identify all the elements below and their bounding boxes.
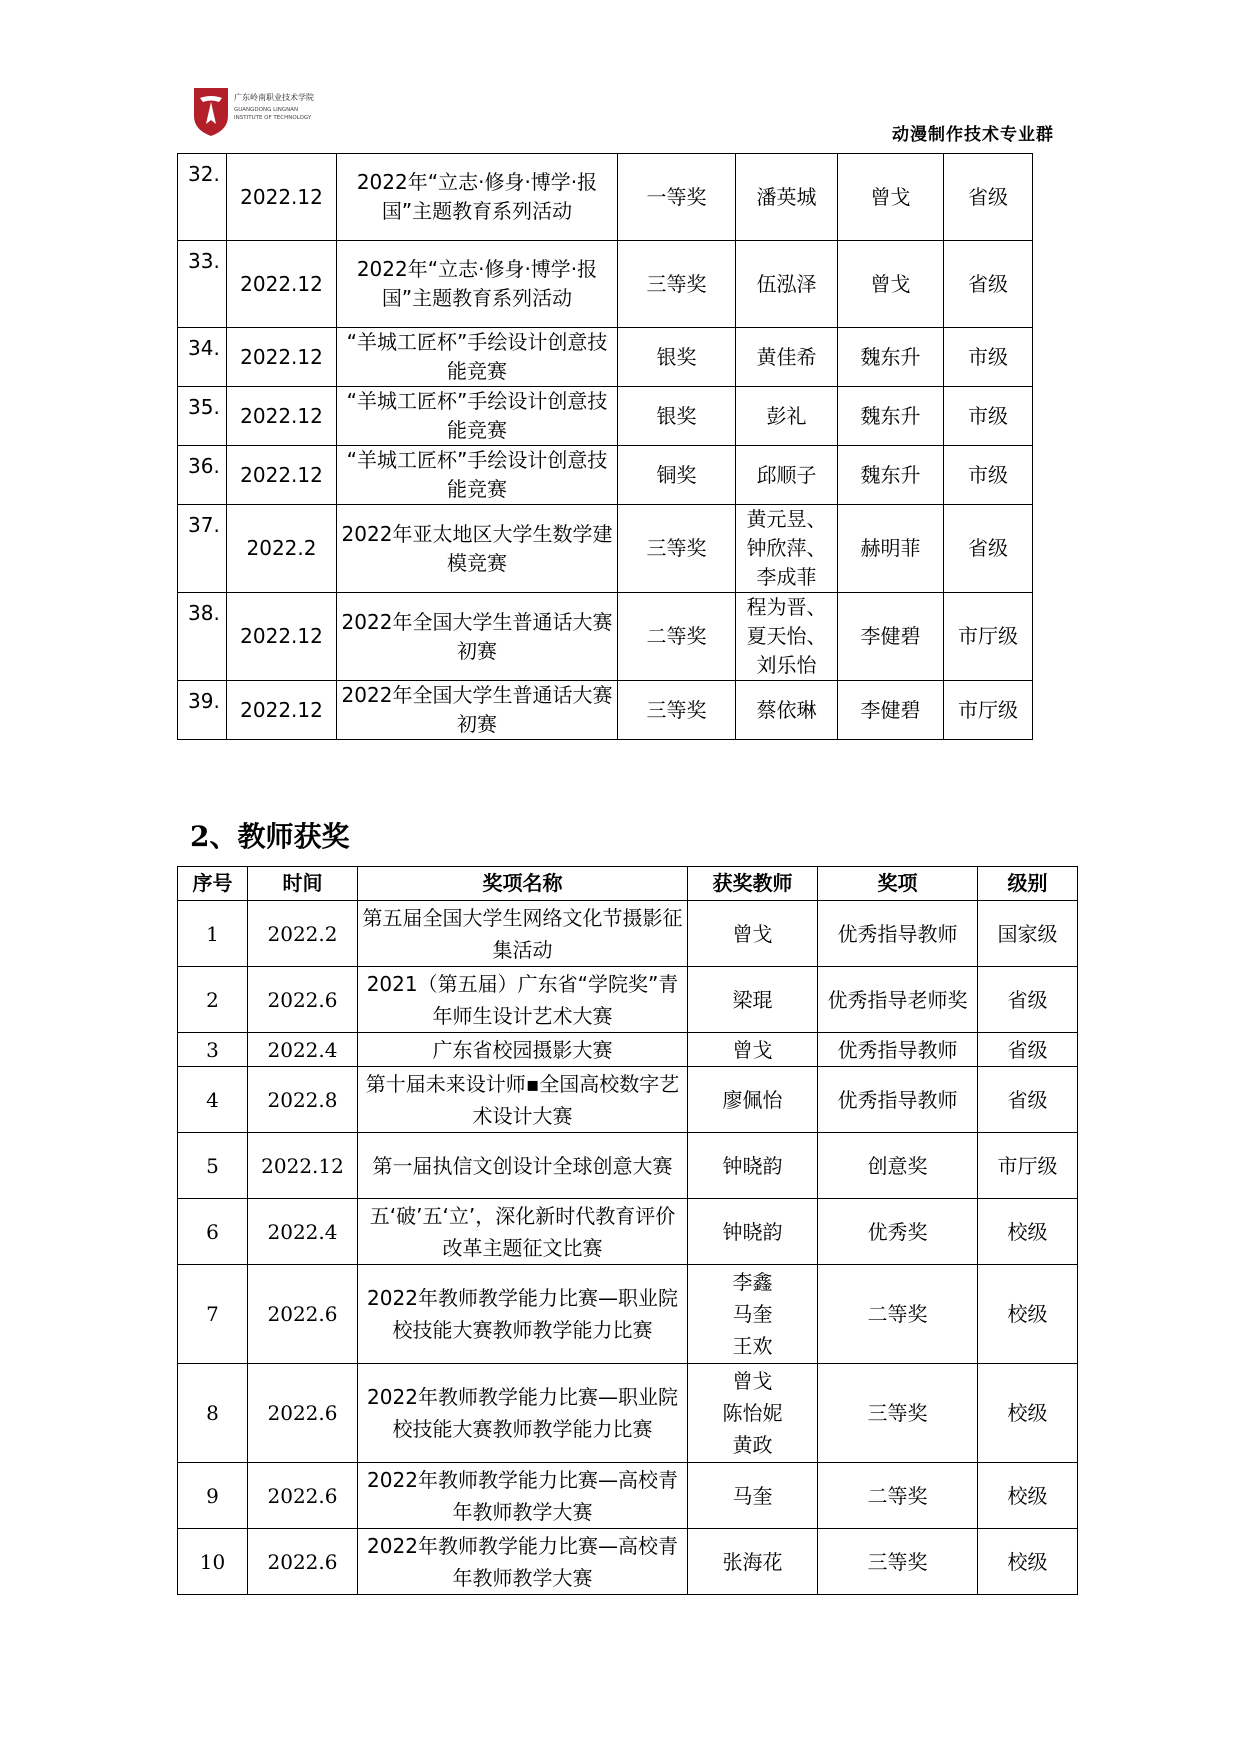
cell-date: 2022.12 (227, 681, 337, 740)
cell-level: 校级 (978, 1529, 1078, 1595)
cell-level: 校级 (978, 1463, 1078, 1529)
cell-award: 一等奖 (618, 154, 736, 241)
cell-date: 2022.6 (248, 1364, 358, 1463)
table-row (178, 1364, 1078, 1463)
cell-index: 9 (178, 1463, 248, 1529)
cell-student: 黄元昱、钟欣萍、李成菲 (736, 505, 838, 593)
cell-index: 39. (178, 681, 227, 740)
cell-teacher: 梁琨 (688, 967, 818, 1033)
cell-award: 二等奖 (818, 1463, 978, 1529)
cell-award-name: 五‘破’五‘立’，深化新时代教育评价改革主题征文比赛 (358, 1199, 688, 1265)
cell-award: 银奖 (618, 328, 736, 387)
cell-award-name: 2021（第五届）广东省“学院奖”青年师生设计艺术大赛 (358, 967, 688, 1033)
cell-date: 2022.12 (227, 328, 337, 387)
table-row (178, 387, 1033, 446)
cell-award-name: 2022年教师教学能力比赛—高校青年教师教学大赛 (358, 1529, 688, 1595)
cell-award: 优秀奖 (818, 1199, 978, 1265)
cell-advisor: 曾戈 (838, 241, 944, 328)
logo-name-en1: GUANGDONG LINGNAN (234, 107, 299, 113)
cell-date: 2022.12 (227, 241, 337, 328)
cell-index: 6 (178, 1199, 248, 1265)
teacher-name: 王欢 (732, 1334, 773, 1358)
table-row (178, 154, 1033, 241)
cell-award-name: 2022年教师教学能力比赛—职业院校技能大赛教师教学能力比赛 (358, 1265, 688, 1364)
cell-level: 校级 (978, 1199, 1078, 1265)
cell-award: 优秀指导教师 (818, 1067, 978, 1133)
logo-name-cn: 广东岭南职业技术学院 (234, 93, 314, 102)
table-row (178, 1265, 1078, 1364)
cell-award: 三等奖 (818, 1529, 978, 1595)
cell-student: 程为晋、夏天怡、刘乐怡 (736, 593, 838, 681)
cell-index: 5 (178, 1133, 248, 1199)
teacher-name: 马奎 (732, 1302, 773, 1326)
cell-date: 2022.4 (248, 1199, 358, 1265)
teacher-name: 李鑫 (732, 1270, 773, 1294)
cell-teacher: 马奎 (688, 1463, 818, 1529)
table-row (178, 505, 1033, 593)
cell-index: 4 (178, 1067, 248, 1133)
cell-advisor: 李健碧 (838, 593, 944, 681)
header-cell-teacher: 获奖教师 (688, 867, 818, 901)
cell-award-name: 第五届全国大学生网络文化节摄影征集活动 (358, 901, 688, 967)
header-cell-level: 级别 (978, 867, 1078, 901)
cell-date: 2022.6 (248, 1463, 358, 1529)
cell-award: 银奖 (618, 387, 736, 446)
cell-teacher: 廖佩怡 (688, 1067, 818, 1133)
cell-competition-name: “羊城工匠杯”手绘设计创意技能竞赛 (337, 446, 618, 505)
cell-award: 创意奖 (818, 1133, 978, 1199)
cell-level: 省级 (978, 1067, 1078, 1133)
professional-group-title: 动漫制作技术专业群 (892, 125, 1054, 145)
cell-date: 2022.12 (248, 1133, 358, 1199)
cell-student: 潘英城 (736, 154, 838, 241)
table-row (178, 1199, 1078, 1265)
table-row (178, 1067, 1078, 1133)
cell-level: 市厅级 (944, 593, 1033, 681)
cell-advisor: 李健碧 (838, 681, 944, 740)
cell-award-name: 广东省校园摄影大赛 (358, 1033, 688, 1067)
cell-date: 2022.12 (227, 593, 337, 681)
cell-competition-name: 2022年“立志·修身·博学·报国”主题教育系列活动 (337, 154, 618, 241)
cell-teacher: 钟晓韵 (688, 1199, 818, 1265)
table-row (178, 1033, 1078, 1067)
cell-level: 省级 (944, 154, 1033, 241)
cell-level: 校级 (978, 1265, 1078, 1364)
institute-logo (192, 86, 332, 138)
cell-level: 市级 (944, 328, 1033, 387)
cell-award: 优秀指导教师 (818, 1033, 978, 1067)
student-awards-table (177, 153, 1033, 740)
cell-advisor: 魏东升 (838, 387, 944, 446)
cell-level: 校级 (978, 1364, 1078, 1463)
teacher-awards-table (177, 866, 1078, 1595)
cell-index: 7 (178, 1265, 248, 1364)
cell-competition-name: “羊城工匠杯”手绘设计创意技能竞赛 (337, 387, 618, 446)
cell-advisor: 魏东升 (838, 328, 944, 387)
cell-level: 省级 (944, 241, 1033, 328)
cell-award: 优秀指导老师奖 (818, 967, 978, 1033)
cell-student: 伍泓泽 (736, 241, 838, 328)
table-row (178, 1133, 1078, 1199)
table-row (178, 1463, 1078, 1529)
cell-date: 2022.2 (248, 901, 358, 967)
cell-award: 铜奖 (618, 446, 736, 505)
logo-name-en2: INSTITUTE OF TECHNOLOGY (234, 115, 312, 121)
cell-student: 黄佳希 (736, 328, 838, 387)
cell-teacher: 曾戈 (688, 1033, 818, 1067)
cell-level: 市级 (944, 387, 1033, 446)
header-cell-date: 时间 (248, 867, 358, 901)
cell-competition-name: 2022年全国大学生普通话大赛初赛 (337, 681, 618, 740)
cell-student: 彭礼 (736, 387, 838, 446)
cell-index: 38. (178, 593, 227, 681)
table-row (178, 901, 1078, 967)
cell-date: 2022.2 (227, 505, 337, 593)
header-cell-no: 序号 (178, 867, 248, 901)
cell-index: 3 (178, 1033, 248, 1067)
cell-date: 2022.12 (227, 387, 337, 446)
cell-award: 三等奖 (618, 241, 736, 328)
cell-award: 二等奖 (818, 1265, 978, 1364)
cell-competition-name: “羊城工匠杯”手绘设计创意技能竞赛 (337, 328, 618, 387)
teacher-name: 曾戈 (732, 1369, 773, 1393)
cell-index: 36. (178, 446, 227, 505)
cell-award: 优秀指导教师 (818, 901, 978, 967)
cell-advisor: 赫明菲 (838, 505, 944, 593)
cell-teacher (688, 1265, 818, 1364)
table-row (178, 328, 1033, 387)
cell-competition-name: 2022年“立志·修身·博学·报国”主题教育系列活动 (337, 241, 618, 328)
teacher-name: 黄政 (732, 1433, 773, 1457)
cell-index: 33. (178, 241, 227, 328)
cell-level: 省级 (944, 505, 1033, 593)
cell-award-name: 第一届执信文创设计全球创意大赛 (358, 1133, 688, 1199)
table-row (178, 593, 1033, 681)
cell-date: 2022.6 (248, 1265, 358, 1364)
table-row (178, 681, 1033, 740)
cell-level: 省级 (978, 1033, 1078, 1067)
cell-advisor: 曾戈 (838, 154, 944, 241)
cell-level: 省级 (978, 967, 1078, 1033)
cell-index: 32. (178, 154, 227, 241)
cell-level: 国家级 (978, 901, 1078, 967)
table-row (178, 1529, 1078, 1595)
section-title-teacher-awards: 2、教师获奖 (190, 820, 350, 853)
cell-level: 市级 (944, 446, 1033, 505)
header-cell-award-name: 奖项名称 (358, 867, 688, 901)
cell-date: 2022.12 (227, 154, 337, 241)
cell-level: 市厅级 (978, 1133, 1078, 1199)
cell-teacher: 钟晓韵 (688, 1133, 818, 1199)
cell-date: 2022.8 (248, 1067, 358, 1133)
cell-advisor: 魏东升 (838, 446, 944, 505)
cell-index: 37. (178, 505, 227, 593)
cell-date: 2022.6 (248, 967, 358, 1033)
cell-award: 三等奖 (618, 681, 736, 740)
cell-teacher (688, 1364, 818, 1463)
cell-teacher: 张海花 (688, 1529, 818, 1595)
cell-competition-name: 2022年全国大学生普通话大赛初赛 (337, 593, 618, 681)
cell-student: 邱顺子 (736, 446, 838, 505)
cell-index: 1 (178, 901, 248, 967)
cell-student: 蔡依琳 (736, 681, 838, 740)
cell-teacher: 曾戈 (688, 901, 818, 967)
cell-award: 三等奖 (618, 505, 736, 593)
table-row (178, 446, 1033, 505)
table-header-row (178, 867, 1078, 901)
cell-index: 2 (178, 967, 248, 1033)
cell-index: 35. (178, 387, 227, 446)
cell-award: 三等奖 (818, 1364, 978, 1463)
cell-award: 二等奖 (618, 593, 736, 681)
cell-index: 34. (178, 328, 227, 387)
cell-award-name: 2022年教师教学能力比赛—高校青年教师教学大赛 (358, 1463, 688, 1529)
cell-award-name: 第十届未来设计师▪全国高校数字艺术设计大赛 (358, 1067, 688, 1133)
table-row (178, 967, 1078, 1033)
cell-competition-name: 2022年亚太地区大学生数学建模竞赛 (337, 505, 618, 593)
cell-index: 8 (178, 1364, 248, 1463)
cell-award-name: 2022年教师教学能力比赛—职业院校技能大赛教师教学能力比赛 (358, 1364, 688, 1463)
cell-date: 2022.6 (248, 1529, 358, 1595)
cell-date: 2022.4 (248, 1033, 358, 1067)
cell-level: 市厅级 (944, 681, 1033, 740)
teacher-name: 陈怡妮 (722, 1401, 783, 1425)
header-cell-award: 奖项 (818, 867, 978, 901)
table-row (178, 241, 1033, 328)
cell-index: 10 (178, 1529, 248, 1595)
cell-date: 2022.12 (227, 446, 337, 505)
